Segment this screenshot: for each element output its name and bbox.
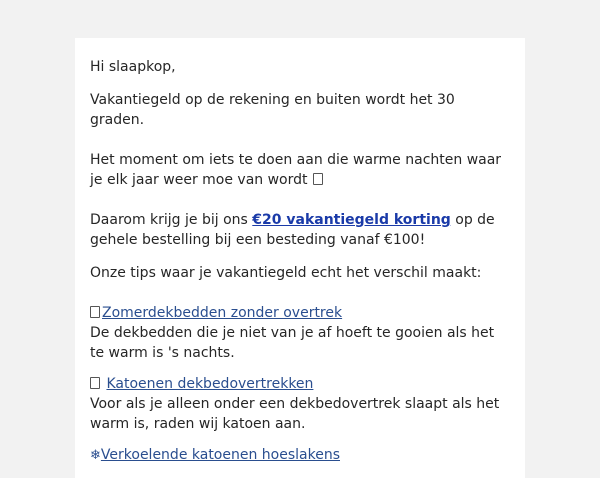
snowflake-icon: ❄ bbox=[90, 448, 101, 463]
hot-nights-label: Het moment om iets te doen aan die warme nachten waar je elk jaar weer moe van wordt bbox=[90, 152, 502, 188]
promo-after-text: op de gehele bestelling bij een besteding vanaf €100! bbox=[90, 212, 495, 248]
tip-title-row bbox=[90, 374, 510, 394]
tip-link-zomerdekbedden[interactable]: Zomerdekbedden zonder overtrek bbox=[102, 305, 343, 321]
promo-text bbox=[90, 210, 510, 250]
hot-nights-text bbox=[90, 150, 510, 190]
tip-description: Voor als je alleen onder een dekbedovertrek slaapt als het warm is, raden wij katoen aan. bbox=[90, 396, 500, 432]
tip-title-row bbox=[90, 303, 510, 323]
tip-item-katoenen-dekbedovertrekken bbox=[90, 374, 510, 434]
greeting-text: Hi slaapkop, bbox=[90, 59, 176, 75]
emoji-placeholder-icon bbox=[90, 377, 100, 389]
emoji-placeholder-icon bbox=[313, 173, 323, 185]
tips-intro-text: Onze tips waar je vakantiegeld echt het verschil maakt: bbox=[90, 265, 482, 281]
email-body bbox=[75, 38, 525, 478]
tip-link-hoeslakens[interactable]: Verkoelende katoenen hoeslakens bbox=[100, 447, 340, 463]
promo-discount-link[interactable]: €20 vakantiegeld korting bbox=[252, 212, 451, 228]
tip-description: De dekbedden die je niet van je af hoeft te gooien als het te warm is 's nachts. bbox=[90, 325, 495, 361]
tip-item-zomerdekbedden bbox=[90, 303, 510, 363]
intro-text: Vakantiegeld op de rekening en buiten wordt het 30 graden. bbox=[90, 92, 455, 128]
tip-item-hoeslakens bbox=[90, 445, 510, 466]
promo-before-text: Daarom krijg je bij ons bbox=[90, 212, 253, 228]
tip-title-row bbox=[90, 445, 510, 466]
tip-link-katoenen-dekbedovertrekken[interactable]: Katoenen dekbedovertrekken bbox=[106, 376, 314, 392]
emoji-placeholder-icon bbox=[90, 306, 100, 318]
